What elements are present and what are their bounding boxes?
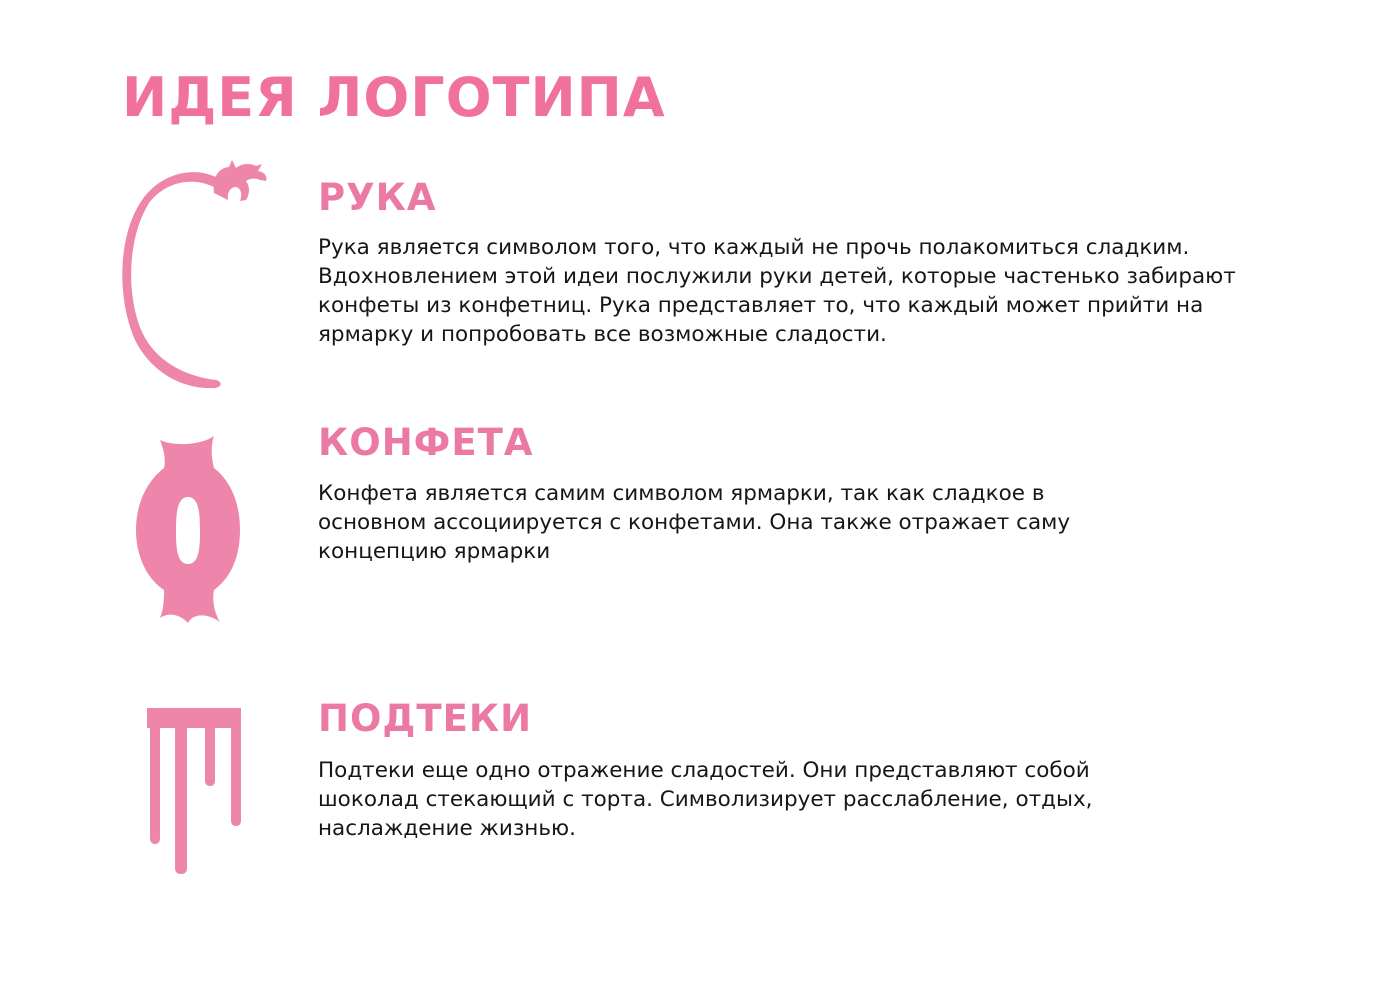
hand-icon xyxy=(118,160,273,396)
section-heading-hand: РУКА xyxy=(318,176,437,219)
text-line: концепцию ярмарки xyxy=(318,539,551,564)
text-line: ярмарку и попробовать все возможные сладости. xyxy=(318,322,887,347)
text-line: основном ассоциируется с конфетами. Она также отражает саму xyxy=(318,510,1071,535)
section-text-hand xyxy=(318,233,1318,349)
candy-icon xyxy=(132,432,244,627)
text-line: конфеты из конфетниц. Рука представляет то, что каждый может прийти на xyxy=(318,293,1204,318)
section-heading-candy: КОНФЕТА xyxy=(318,421,534,464)
section-heading-drips: ПОДТЕКИ xyxy=(318,697,533,740)
page-title: ИДЕЯ ЛОГОТИПА xyxy=(122,66,666,129)
text-line: наслаждение жизнью. xyxy=(318,816,576,841)
text-line: Подтеки еще одно отражение сладостей. Они представляют собой xyxy=(318,758,1090,783)
section-text-drips xyxy=(318,756,1318,843)
section-text-candy xyxy=(318,479,1318,566)
drips-icon xyxy=(144,706,244,876)
text-line: шоколад стекающий с торта. Символизирует расслабление, отдых, xyxy=(318,787,1093,812)
text-line: Конфета является самим символом ярмарки, так как сладкое в xyxy=(318,481,1045,506)
text-line: Вдохновлением этой идеи послужили руки детей, которые частенько забирают xyxy=(318,264,1236,289)
text-line: Рука является символом того, что каждый не прочь полакомиться сладким. xyxy=(318,235,1190,260)
